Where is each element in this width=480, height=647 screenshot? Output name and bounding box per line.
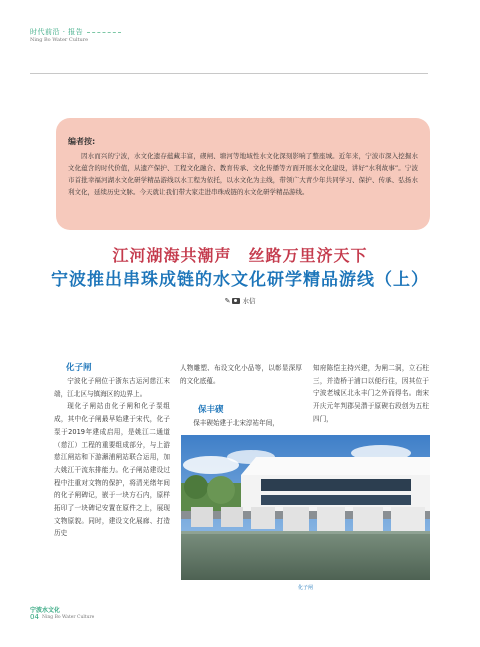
column-2: [180, 362, 302, 387]
pen-icon: ✎: [224, 297, 231, 305]
section-heading-baofengqi: 保丰碶: [198, 405, 224, 415]
article-title-line1: 江河湖海共潮声 丝路万里济天下: [112, 246, 368, 265]
paragraph: 知府陈恺主持兴建，为闸二洞，立石柱三，并造桥于浦口以便行往，因其位于宁波老城区北永丰门之外而得名。南宋开庆元年判郡吴潜于原碶右段创为五柱四门，: [313, 364, 429, 423]
column-1: [54, 375, 170, 540]
header-rule: [30, 73, 428, 74]
paragraph: 宁波化子闸位于浙东古运河慈江末端，江北区与镇海区的边界上。: [54, 377, 170, 398]
editor-note-body: 因水而兴的宁波，水文化遗存蕴藏丰富，碶闸、塘河等地域性水文化深刻影响了整座城。近年来，宁波市深入挖掘水文化蕴含的时代价值，从遗产保护、工程文化融合、教育传承、文化传播等方面开展水文化建设，讲好“水利故事”。宁波市首批幸福河湖水文化研学精品游线以水工程为依托，以水文化为主线，带领广大青少年共同学习、保护、传承、弘扬水利文化，延续历史文脉。今天就让我们带大家走进串珠成链的水文化研学精品游线。: [68, 152, 418, 196]
paragraph: 人物雕塑、布设文化小品等，以彰显深厚的文化底蕴。: [180, 364, 302, 385]
header-category-en: Ning Bo Water Culture: [30, 37, 89, 43]
column-3: [313, 362, 429, 426]
header-category: 时代前沿 · 报告: [30, 27, 121, 37]
section-heading-huazizha: 化子闸: [66, 363, 92, 373]
footer-title-en: Ning Bo Water Culture: [42, 615, 95, 620]
paragraph: 保丰碶始建于北宋淳祐年间，: [193, 419, 279, 427]
column-2-section2: [180, 417, 302, 430]
byline: [0, 296, 480, 305]
photo-caption: 化子闸: [297, 585, 313, 591]
camera-icon: [232, 298, 240, 304]
footer-title: 宁波水文化: [30, 607, 61, 614]
editor-note-title: 编者按:: [68, 137, 96, 146]
header-divider: [87, 32, 121, 33]
sluice-gate-photo: [181, 435, 430, 580]
page-number: 04: [30, 613, 39, 621]
editor-note-box: [56, 118, 430, 230]
paragraph: 现化子闸站由化子闸和化子泵组成，其中化子闸最早始建于宋代，化子泵于2019年建成启用，是姚江二通道（慈江）工程的重要组成部分，与上游慈江闸站和下游澥浦闸站联合运用，加大姚江干流东排能力。化子闸站建设过程中注重对文物的保护，将清光绪年间的化子闸碑记，嵌于一块方石内，原样拓印了一块碑记安置在原件之上，展现文物原貌。同时，建设文化展廊、打造历史: [54, 402, 170, 538]
article-title-line2: 宁波推出串珠成链的水文化研学精品游线（上）: [51, 270, 429, 290]
author-name: 水信: [242, 297, 256, 305]
